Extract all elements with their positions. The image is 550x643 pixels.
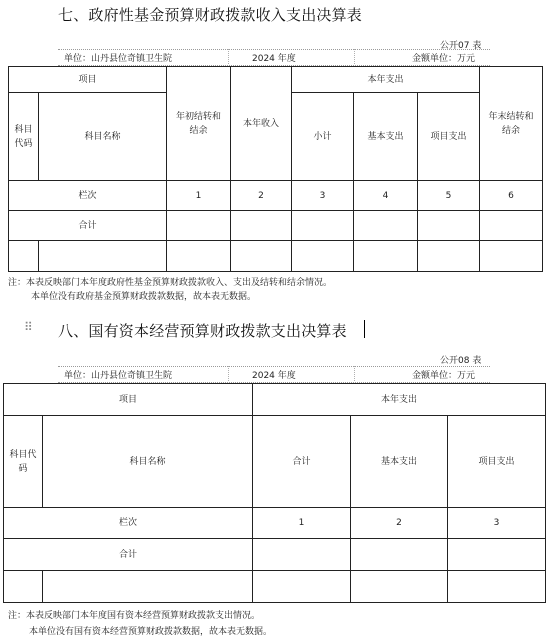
table-cell xyxy=(448,571,546,603)
column-number: 4 xyxy=(354,181,418,211)
fund-budget-table xyxy=(8,66,543,272)
table-cell xyxy=(167,211,231,241)
table-row xyxy=(9,241,543,272)
table-cell xyxy=(292,211,354,241)
header-basic-expenditure: 基本支出 xyxy=(354,93,418,181)
header-total: 合计 xyxy=(253,416,351,508)
header-subject-code: 科目代码 xyxy=(9,93,39,181)
table-note: 注：本表反映部门本年度政府性基金预算财政拨款收入、支出及结转和结余情况。 xyxy=(8,278,333,288)
total-label: 合计 xyxy=(9,211,167,241)
table-row xyxy=(4,508,546,539)
header-subtotal: 小计 xyxy=(292,93,354,181)
header-subject-name: 科目名称 xyxy=(43,416,253,508)
year-label: 2024 年度 xyxy=(252,371,296,381)
table-cell xyxy=(292,241,354,272)
table-code-07: 公开07 表 xyxy=(440,41,482,51)
table-cell xyxy=(351,571,448,603)
table-cell xyxy=(253,571,351,603)
header-basic-expenditure: 基本支出 xyxy=(351,416,448,508)
header-closing-balance: 年末结转和结余 xyxy=(480,67,543,181)
amount-unit-label: 金额单位：万元 xyxy=(412,371,476,381)
meta-divider xyxy=(228,366,229,381)
section-title-state-capital: 八、国有资本经营预算财政拨款支出决算表 xyxy=(58,322,347,340)
header-current-expenditure: 本年支出 xyxy=(253,384,546,416)
total-label: 合计 xyxy=(4,539,253,571)
table-note: 注：本表反映部门本年度国有资本经营预算财政拨款支出情况。 xyxy=(8,611,261,621)
column-index-label: 栏次 xyxy=(9,181,167,211)
table-cell xyxy=(167,241,231,272)
table-row xyxy=(4,539,546,571)
meta-divider xyxy=(354,366,355,381)
text-cursor xyxy=(364,320,365,338)
column-number: 1 xyxy=(253,508,351,539)
header-project-expenditure: 项目支出 xyxy=(418,93,480,181)
header-subject-name: 科目名称 xyxy=(39,93,167,181)
unit-label: 单位：山丹县位奇镇卫生院 xyxy=(64,54,173,64)
table-code-08: 公开08 表 xyxy=(440,356,482,366)
table-note: 本单位没有国有资本经营预算财政拨款数据，故本表无数据。 xyxy=(29,627,273,637)
column-number: 2 xyxy=(231,181,292,211)
header-opening-balance: 年初结转和结余 xyxy=(167,67,231,181)
column-number: 6 xyxy=(480,181,543,211)
table-cell xyxy=(253,539,351,571)
table-cell xyxy=(354,241,418,272)
table-cell xyxy=(480,241,543,272)
table-cell xyxy=(418,211,480,241)
table-row xyxy=(9,211,543,241)
table-note: 本单位没有政府基金预算财政拨款数据，故本表无数据。 xyxy=(31,292,257,302)
section-title-fund-budget: 七、政府性基金预算财政拨款收入支出决算表 xyxy=(58,6,363,24)
table-row xyxy=(4,571,546,603)
header-current-expenditure: 本年支出 xyxy=(292,67,480,93)
meta-divider xyxy=(354,49,355,64)
header-subject-code: 科目代码 xyxy=(4,416,43,508)
table-cell xyxy=(4,571,43,603)
column-number: 1 xyxy=(167,181,231,211)
meta-divider xyxy=(228,49,229,64)
amount-unit-label: 金额单位：万元 xyxy=(412,54,476,64)
table-cell xyxy=(9,241,39,272)
unit-label: 单位：山丹县位奇镇卫生院 xyxy=(64,371,173,381)
table-cell xyxy=(418,241,480,272)
drag-handle-icon[interactable]: ⠿ xyxy=(24,320,32,334)
header-project-expenditure: 项目支出 xyxy=(448,416,546,508)
column-number: 2 xyxy=(351,508,448,539)
table-cell xyxy=(354,211,418,241)
year-label: 2024 年度 xyxy=(252,54,296,64)
column-number: 3 xyxy=(292,181,354,211)
table-cell xyxy=(231,241,292,272)
header-project: 项目 xyxy=(9,67,167,93)
column-number: 3 xyxy=(448,508,546,539)
table-cell xyxy=(43,571,253,603)
table-cell xyxy=(231,211,292,241)
table-cell xyxy=(448,539,546,571)
header-project: 项目 xyxy=(4,384,253,416)
column-number: 5 xyxy=(418,181,480,211)
header-current-income: 本年收入 xyxy=(231,67,292,181)
table-cell xyxy=(39,241,167,272)
column-index-label: 栏次 xyxy=(4,508,253,539)
table-cell xyxy=(351,539,448,571)
state-capital-table xyxy=(3,383,546,603)
table-cell xyxy=(480,211,543,241)
table-row xyxy=(9,181,543,211)
